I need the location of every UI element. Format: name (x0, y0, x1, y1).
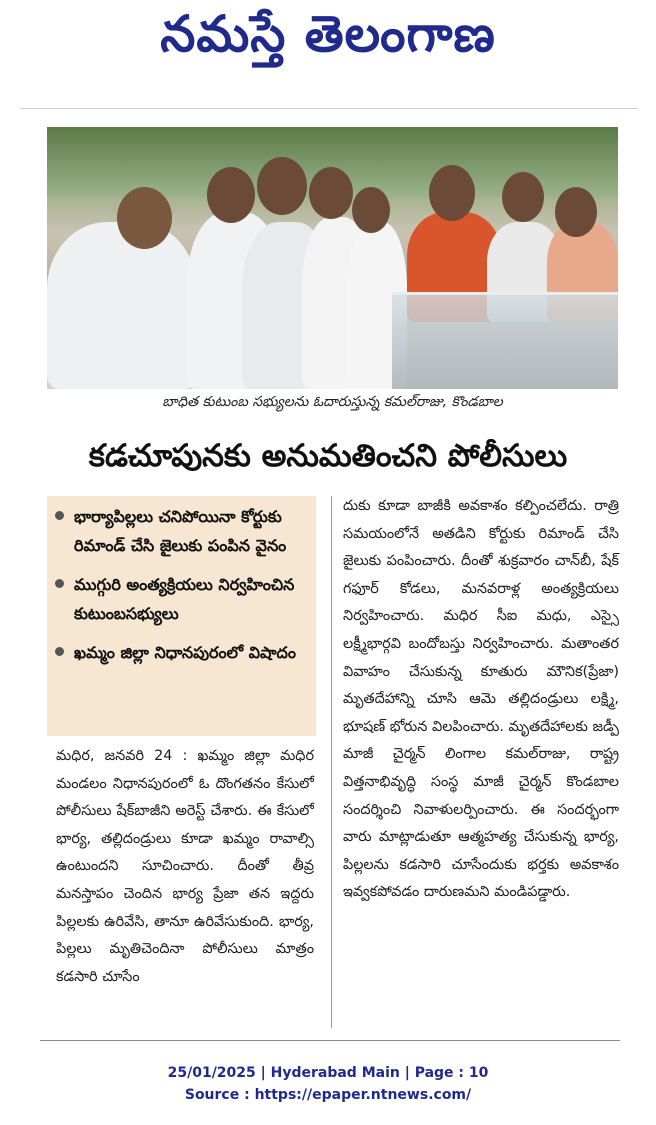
bullet-icon (55, 647, 64, 656)
column-divider (331, 496, 332, 1028)
article-photo (47, 127, 618, 389)
article-body-right: దుకు కూడా బాజీకి అవకాశం కల్పించలేదు. రాత్రి సమయంలోనే అతడిని కోర్టుకు రిమాండ్‌ చేసి జైలుకు పంపించారు. దీంతో శుక్రవారం చాన్‌బీ, షేక్‌ గఫూర్‌ కోడలు, మనవరాళ్ల అంత్యక్రియలు నిర్వహించారు. మధిర సీఐ మధు, ఎస్సై లక్ష్మీభార్గవి బందోబస్తు నిర్వహించారు. మతాంతర వివాహం చేసుకున్న కూతురు మౌనిక(ప్రేజా) మృతదేహాన్ని చూసి ఆమె తల్లిదండ్రులు లక్ష్మి, భూషణ్‌ భోరున విలపించారు. మృతదేహాలకు జడ్పీ మాజీ చైర్మన్‌ లింగాల కమల్‌రాజు, రాష్ట్ర విత్తనాభివృద్ధి సంస్థ మాజీ చైర్మన్‌ కొండబాల సందర్శించి నివాళులర్పించారు. ఈ సందర్భంగా వారు మాట్లాడుతూ ఆత్మహత్య చేసుకున్న భార్య, పిల్లలను కడసారి చూసేందుకు భర్తకు అవకాశం ఇవ్వకపోవడం దారుణమని మండిపడ్డారు. (343, 498, 619, 901)
highlight-text: ముగ్గురి అంత్యక్రియలు నిర్వహించిన కుటుంబసభ్యులు (74, 575, 295, 623)
article-body-left: మధిర, జనవరి 24 : ఖమ్మం జిల్లా మధిర మండలం నిధానపురంలో ఓ దొంగతనం కేసులో పోలీసులు షేక్‌బాజీని అరెస్ట్‌ చేశారు. ఈ కేసులో భార్య, తల్లిదండ్రులు కూడా ఖమ్మం రావాల్సి ఉంటుందని సూచించారు. దీంతో తీవ్ర మనస్తాపం చెందిన భార్య ప్రేజా తన ఇద్దరు పిల్లలకు ఉరివేసి, తానూ ఉరివేసుకుంది. భార్య, పిల్లలు మృతిచెందినా పోలీసులు మాత్రం కడసారి చూసేం (56, 748, 314, 985)
highlights-box (47, 496, 316, 736)
highlight-text: ఖమ్మం జిల్లా నిధానపురంలో విషాదం (74, 643, 296, 662)
photo-caption: బాధిత కుటుంబ సభ్యులను ఓదారుస్తున్న కమల్‌రాజు, కొండబాల (162, 394, 503, 410)
highlight-item (47, 632, 316, 671)
bullet-icon (55, 511, 64, 520)
masthead (0, 0, 656, 80)
highlight-item (47, 564, 316, 632)
highlight-text: భార్యాపిల్లలు చనిపోయినా కోర్టుకు రిమాండ్‌ చేసి జైలుకు పంపిన వైనం (74, 507, 287, 555)
article-headline: కడచూపునకు అనుమతించని పోలీసులు (88, 438, 568, 474)
footer (0, 1062, 656, 1106)
newspaper-title: నమస్తే తెలంగాణ (160, 4, 496, 63)
highlight-item (47, 496, 316, 564)
bullet-icon (55, 579, 64, 588)
footer-date-edition: 25/01/2025 | Hyderabad Main | Page : 10 (167, 1065, 489, 1081)
bottom-rule (40, 1040, 620, 1041)
footer-source-link[interactable]: Source : https://epaper.ntnews.com/ (184, 1087, 472, 1103)
